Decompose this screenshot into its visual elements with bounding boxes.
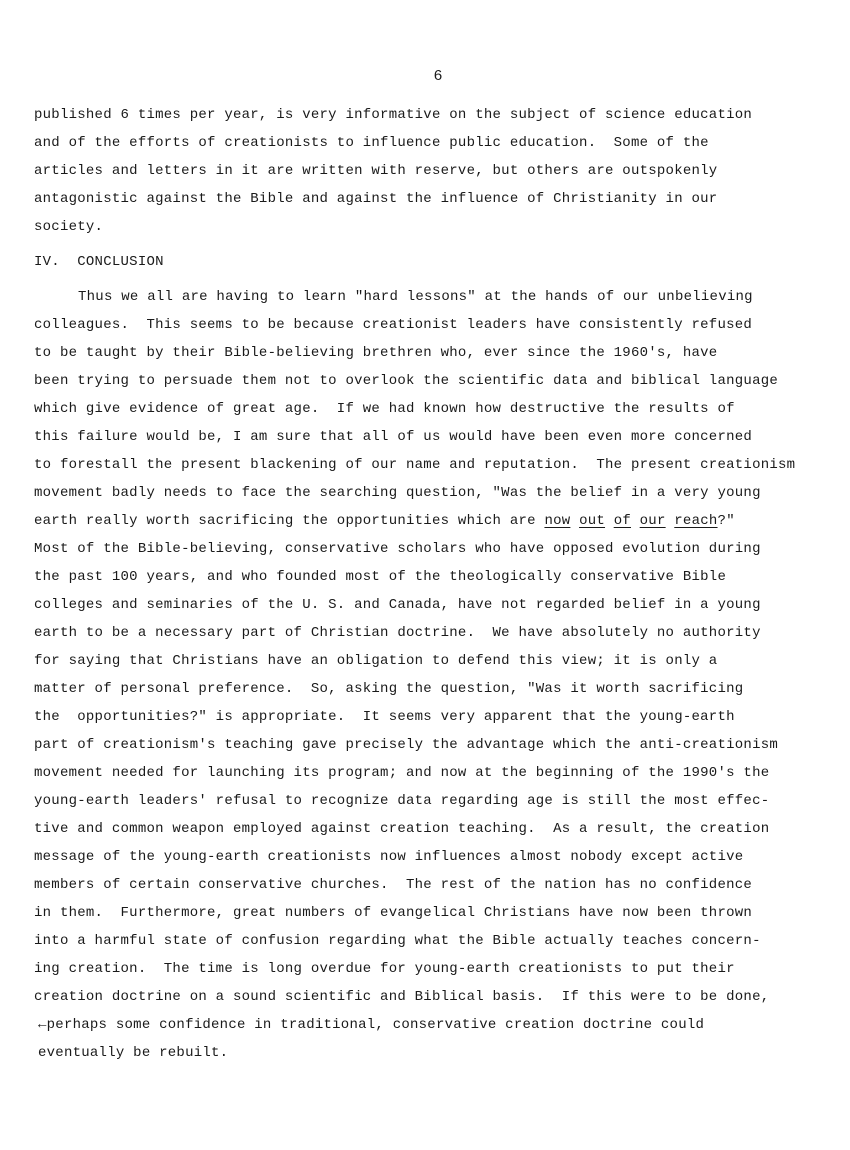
text-line: Thus we all are having to learn "hard lessons" at the hands of our unbelieving (78, 289, 753, 305)
text-line: ←perhaps some confidence in traditional, conservative creation doctrine could (38, 1017, 705, 1033)
underlined-word: out (579, 513, 606, 529)
text-segment: earth really worth sacrificing the opportunities which are (34, 513, 545, 529)
text-line: the past 100 years, and who founded most of the theologically conservative Bible (34, 569, 727, 585)
text-line: society. (34, 219, 104, 235)
text-line: for saying that Christians have an obligation to defend this view; it is only a (34, 653, 718, 669)
text-line: members of certain conservative churches. The rest of the nation has no confidence (34, 877, 753, 893)
text-line: this failure would be, I am sure that all of us would have been even more concerned (34, 429, 753, 445)
underlined-word: of (613, 513, 631, 529)
text-line: articles and letters in it are written with reserve, but others are outspokenly (34, 163, 718, 179)
body-text (34, 101, 834, 1067)
section-heading: IV. CONCLUSION (34, 254, 164, 270)
text-line: colleges and seminaries of the U. S. and Canada, have not regarded belief in a young (34, 597, 761, 613)
text-line: earth to be a necessary part of Christian doctrine. We have absolutely no authority (34, 625, 761, 641)
text-line: in them. Furthermore, great numbers of evangelical Christians have now been thrown (34, 905, 753, 921)
text-line: into a harmful state of confusion regarding what the Bible actually teaches concern- (34, 933, 761, 949)
text-segment: ?" (717, 513, 735, 529)
page-number: 6 (433, 68, 443, 85)
text-line: ing creation. The time is long overdue for young-earth creationists to put their (34, 961, 735, 977)
text-line: which give evidence of great age. If we had known how destructive the results of (34, 401, 735, 417)
text-line: part of creationism's teaching gave precisely the advantage which the anti-creationism (34, 737, 779, 753)
text-line-underlined (34, 507, 834, 535)
text-line: young-earth leaders' refusal to recognize data regarding age is still the most effec- (34, 793, 770, 809)
text-line: Most of the Bible-believing, conservative scholars who have opposed evolution during (34, 541, 761, 557)
text-line: to be taught by their Bible-believing brethren who, ever since the 1960's, have (34, 345, 718, 361)
text-line: to forestall the present blackening of our name and reputation. The present creationism (34, 457, 796, 473)
underlined-word: our (639, 513, 666, 529)
text-line: published 6 times per year, is very informative on the subject of science education (34, 107, 753, 123)
text-line: antagonistic against the Bible and against the influence of Christianity in our (34, 191, 718, 207)
text-line: tive and common weapon employed against creation teaching. As a result, the creation (34, 821, 770, 837)
text-line: colleagues. This seems to be because creationist leaders have consistently refused (34, 317, 753, 333)
text-line: message of the young-earth creationists now influences almost nobody except active (34, 849, 744, 865)
underlined-word: now (544, 513, 571, 529)
text-line: eventually be rebuilt. (38, 1045, 229, 1061)
text-line: movement badly needs to face the searching question, "Was the belief in a very young (34, 485, 761, 501)
text-line: and of the efforts of creationists to influence public education. Some of the (34, 135, 709, 151)
text-line: matter of personal preference. So, asking the question, "Was it worth sacrificing (34, 681, 744, 697)
text-line: the opportunities?" is appropriate. It seems very apparent that the young-earth (34, 709, 735, 725)
underlined-word: reach (674, 513, 718, 529)
text-line: been trying to persuade them not to overlook the scientific data and biblical language (34, 373, 779, 389)
text-line: creation doctrine on a sound scientific and Biblical basis. If this were to be done, (34, 989, 770, 1005)
text-line: movement needed for launching its program; and now at the beginning of the 1990's the (34, 765, 770, 781)
